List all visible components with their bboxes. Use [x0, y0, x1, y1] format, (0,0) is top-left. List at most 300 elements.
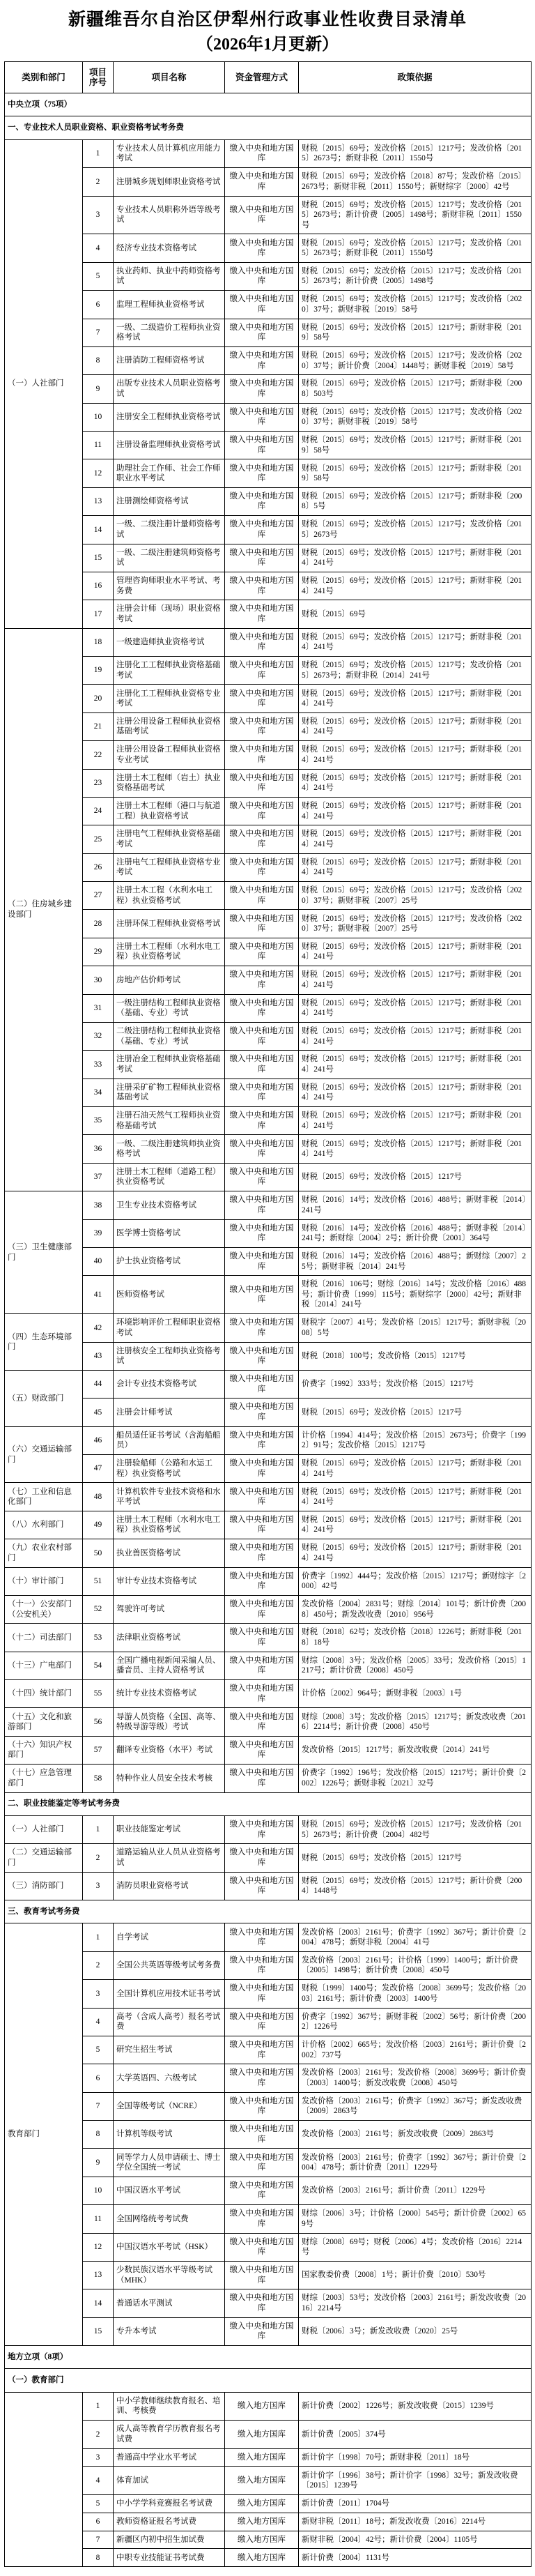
policy-basis: 财税〔2018〕62号；发改价格〔2018〕1226号；新财非税〔2018〕18号 [299, 1624, 532, 1652]
department-cell: （五）财政部门 [5, 1370, 83, 1426]
item-number: 26 [83, 853, 114, 881]
policy-basis: 财税〔2015〕69号；发改价格〔2015〕1217号；发改价格〔2015〕2673号；新财非税〔2011〕1550号 [299, 234, 532, 262]
fund-method: 缴入中央和地方国库 [225, 403, 299, 431]
policy-basis: 财税〔2015〕69号；发改价格〔2015〕1217号；新财非税〔2014〕241号 [299, 628, 532, 656]
policy-basis: 财税〔2015〕69号；发改价格〔2015〕1217号；新财非税〔2014〕241号 [299, 712, 532, 740]
policy-basis: 计价格〔2002〕964号；新财非税〔2003〕1号 [299, 1680, 532, 1708]
item-name: 全国等级考试（NCRE） [114, 2092, 225, 2120]
item-number: 53 [83, 1624, 114, 1652]
item-number: 49 [83, 1511, 114, 1539]
item-number: 2 [83, 1951, 114, 1979]
fund-method: 缴入中央和地方国库 [225, 1398, 299, 1426]
policy-basis: 发改价格〔2003〕2161号；发改价格〔2008〕3699号；新计价费〔2003〕1400号；新发改收费〔2008〕450号 [299, 2064, 532, 2092]
policy-basis: 财税〔2015〕69号；发改价格〔2015〕1217号；新财非税〔2014〕241号 [299, 1135, 532, 1163]
item-number: 22 [83, 741, 114, 769]
policy-basis: 发改价格〔2003〕2161号；价费字〔1992〕367号；新发改收费〔2009〕2863号 [299, 2092, 532, 2120]
table-row [5, 741, 532, 769]
item-name: 注册冶金工程师执业资格基础考试 [114, 1051, 225, 1079]
fund-method: 缴入地方国库 [225, 2513, 299, 2531]
item-number: 47 [83, 1455, 114, 1483]
department-cell: （二）交通运输部门 [5, 1844, 83, 1872]
fund-method: 缴入中央和地方国库 [225, 1483, 299, 1511]
item-number: 8 [83, 346, 114, 374]
item-name: 注册城乡规划师职业资格考试 [114, 168, 225, 196]
item-number: 13 [83, 487, 114, 515]
item-name: 注册土木工程师（道路工程）执业资格考试 [114, 1163, 225, 1191]
fund-method: 缴入中央和地方国库 [225, 1652, 299, 1679]
policy-basis: 计价格〔2002〕665号；发改价格〔2003〕2161号；新计价费〔2002〕737号 [299, 2036, 532, 2064]
item-number: 57 [83, 1736, 114, 1764]
policy-basis: 财税〔2015〕69号；发改价格〔2015〕1217号；新财非税〔2014〕241号 [299, 572, 532, 600]
policy-basis: 财综〔2008〕69号；财税〔2006〕4号；发改价格〔2016〕2214号 [299, 2233, 532, 2261]
policy-basis: 财税〔1999〕1400号；发改价格〔2008〕3699号；发改价格〔2003〕2161号；新计价费〔2003〕1400号 [299, 1980, 532, 2008]
policy-basis: 财税〔2016〕106号；财综〔2016〕14号；发改价格〔2016〕488号；新计价费〔1999〕115号；新财综字〔2000〕42号；新财非税〔2014〕241号 [299, 1276, 532, 1314]
item-name: 教师资格证报名考试费 [114, 2513, 225, 2531]
policy-basis: 财税〔2015〕69号；发改价格〔2015〕1217号；发改价格〔2015〕2673号；新计价费〔2005〕1498号 [299, 262, 532, 290]
item-name: 普通高中学业水平考试 [114, 2448, 225, 2467]
department-cell: （七）工业和信息化部门 [5, 1483, 83, 1511]
item-name: 全国网络统考考试费 [114, 2205, 225, 2233]
item-number: 7 [83, 2531, 114, 2549]
document-title: 新疆维吾尔自治区伊犁州行政事业性收费目录清单 [68, 10, 467, 29]
department-cell: （一）人社部门 [5, 1815, 83, 1843]
item-number: 9 [83, 2149, 114, 2177]
item-name: 护士执业资格考试 [114, 1247, 225, 1275]
department-cell: 教育部门 [5, 1923, 83, 2346]
item-number: 11 [83, 432, 114, 459]
table-row [5, 910, 532, 938]
header-policy-basis: 政策依据 [299, 62, 532, 93]
item-name: 中职专业技能证书考试费 [114, 2549, 225, 2567]
table-row [5, 1980, 532, 2008]
item-name: 新疆区内初中招生加试费 [114, 2531, 225, 2549]
fund-method: 缴入中央和地方国库 [225, 1135, 299, 1163]
item-name: 注册验船师（公路和水运工程）执业资格考试 [114, 1455, 225, 1483]
policy-basis: 财税〔2015〕69号；发改价格〔2015〕1217号；新财非税〔2014〕241号 [299, 741, 532, 769]
department-cell: （二）住房城乡建设部门 [5, 628, 83, 1191]
table-row [5, 769, 532, 797]
item-name: 注册土木工程师（港口与航道工程）执业资格考试 [114, 797, 225, 825]
fund-method: 缴入中央和地方国库 [225, 1624, 299, 1652]
table-row [5, 1314, 532, 1342]
policy-basis: 财税〔2015〕69号；发改价格〔2015〕1217号；新财非税〔2014〕241号 [299, 685, 532, 712]
fund-method: 缴入中央和地方国库 [225, 1595, 299, 1623]
department-cell [5, 2392, 83, 2567]
item-number: 37 [83, 1163, 114, 1191]
fund-method: 缴入中央和地方国库 [225, 1342, 299, 1370]
item-number: 50 [83, 1539, 114, 1567]
fund-method: 缴入中央和地方国库 [225, 1765, 299, 1792]
department-cell: （九）农业农村部门 [5, 1539, 83, 1567]
fund-method: 缴入中央和地方国库 [225, 2036, 299, 2064]
item-number: 56 [83, 1708, 114, 1736]
fund-method: 缴入中央和地方国库 [225, 432, 299, 459]
table-row [5, 1022, 532, 1050]
table-row [5, 1247, 532, 1275]
item-name: 道路运输从业人员从业资格考试 [114, 1844, 225, 1872]
fund-method: 缴入中央和地方国库 [225, 938, 299, 966]
item-name: 法律职业资格考试 [114, 1624, 225, 1652]
policy-basis: 财税〔2016〕14号；发改价格〔2016〕488号；新财非税〔2014〕241号；新财综〔2004〕2号；新计价费〔2001〕364号 [299, 1219, 532, 1247]
table-row [5, 1483, 532, 1511]
table-row [5, 1624, 532, 1652]
policy-basis: 发改价格〔2003〕2161号；计价格〔1999〕1400号；新计价费〔2005〕1498号；新计价费〔2008〕450号 [299, 1951, 532, 1979]
item-name: 出版专业技术人员职业资格考试 [114, 375, 225, 403]
fund-method: 缴入中央和地方国库 [225, 1314, 299, 1342]
policy-basis: 财税字〔2007〕41号；发改价格〔2015〕1217号；新财非税〔2008〕5号 [299, 1314, 532, 1342]
department-cell: （十）审计部门 [5, 1567, 83, 1595]
table-row [5, 1276, 532, 1314]
policy-basis: 财税〔2015〕69号；发改价格〔2015〕1217号；新财非税〔2014〕241号 [299, 1483, 532, 1511]
item-name: 医师资格考试 [114, 1276, 225, 1314]
item-number: 33 [83, 1051, 114, 1079]
fund-method: 缴入中央和地方国库 [225, 319, 299, 346]
fund-method: 缴入中央和地方国库 [225, 712, 299, 740]
table-row [5, 882, 532, 910]
item-number: 10 [83, 403, 114, 431]
item-name: 中小学学科竞赛报名考试费 [114, 2494, 225, 2513]
section-row [5, 93, 532, 116]
item-name: 中小学教师继续教育报名、培训、考核费 [114, 2392, 225, 2420]
item-number: 5 [83, 262, 114, 290]
item-number: 46 [83, 1426, 114, 1454]
table-row [5, 825, 532, 853]
item-number: 3 [83, 1980, 114, 2008]
item-number: 12 [83, 459, 114, 487]
section-row [5, 2346, 532, 2369]
item-number: 15 [83, 544, 114, 572]
policy-basis: 财税〔2015〕69号；发改价格〔2015〕1217号；新财非税〔2014〕241号 [299, 544, 532, 572]
department-cell: （三）消防部门 [5, 1872, 83, 1900]
item-number: 32 [83, 1022, 114, 1050]
policy-basis: 财综〔2003〕53号；发改价格〔2003〕2161号；新发改收费〔2016〕2214号 [299, 2289, 532, 2317]
fund-method: 缴入中央和地方国库 [225, 1079, 299, 1106]
policy-basis: 财税〔2015〕69号；发改价格〔2015〕1217号 [299, 1844, 532, 1872]
table-row [5, 544, 532, 572]
fund-method: 缴入地方国库 [225, 2531, 299, 2549]
item-name: 全国计算机应用技术证书考试 [114, 1980, 225, 2008]
policy-basis: 发改价格〔2003〕2161号；价费字〔1992〕367号；新计价费〔2004〕478号；新计价费〔2011〕1229号 [299, 2149, 532, 2177]
item-name: 助理社会工作师、社会工作师职业水平考试 [114, 459, 225, 487]
fund-method: 缴入中央和地方国库 [225, 1276, 299, 1314]
item-number: 1 [83, 2392, 114, 2420]
table-row [5, 234, 532, 262]
fund-method: 缴入中央和地方国库 [225, 657, 299, 685]
item-number: 4 [83, 2008, 114, 2036]
table-row [5, 797, 532, 825]
table-row [5, 2421, 532, 2448]
item-number: 52 [83, 1595, 114, 1623]
item-name: 注册土木工程师（水利水电工程）执业资格考试 [114, 1511, 225, 1539]
item-number: 44 [83, 1370, 114, 1398]
item-name: 统计专业技术资格考试 [114, 1680, 225, 1708]
table-row [5, 2233, 532, 2261]
table-row [5, 1511, 532, 1539]
policy-basis: 财税〔2015〕69号；发改价格〔2018〕87号；发改价格〔2015〕2673号；新财非税〔2011〕1550号；新财综字〔2000〕42号 [299, 168, 532, 196]
table-row [5, 459, 532, 487]
table-row [5, 432, 532, 459]
table-row [5, 2494, 532, 2513]
table-row [5, 516, 532, 544]
fund-method: 缴入地方国库 [225, 2392, 299, 2420]
policy-basis: 财税〔2015〕69号；发改价格〔2015〕1217号；新财非税〔2008〕503号 [299, 375, 532, 403]
item-name: 船员适任证书考试（含海船船员） [114, 1426, 225, 1454]
table-row [5, 938, 532, 966]
item-number: 3 [83, 196, 114, 234]
header-fund-method: 资金管理方式 [225, 62, 299, 93]
item-name: 成人高等教育学历教育报名考试费 [114, 2421, 225, 2448]
fund-method: 缴入中央和地方国库 [225, 1247, 299, 1275]
policy-basis: 新计价费〔2002〕1226号；新发改收费〔2015〕1239号 [299, 2392, 532, 2420]
item-name: 注册设备监理师执业资格考试 [114, 432, 225, 459]
fund-method: 缴入中央和地方国库 [225, 572, 299, 600]
item-number: 42 [83, 1314, 114, 1342]
policy-basis: 国家教委价费〔2008〕1号；新计价费〔2010〕530号 [299, 2261, 532, 2289]
item-name: 一级注册结构工程师执业资格（基础、专业）考试 [114, 994, 225, 1022]
item-number: 25 [83, 825, 114, 853]
table-row [5, 2036, 532, 2064]
section-title: 地方立项（8项） [5, 2346, 532, 2369]
policy-basis: 财税〔2015〕69号；发改价格〔2015〕1217号；发改价格〔2015〕2673号 [299, 516, 532, 544]
fund-method: 缴入中央和地方国库 [225, 487, 299, 515]
item-name: 注册采矿矿物工程师执业资格基础考试 [114, 1079, 225, 1106]
item-number: 40 [83, 1247, 114, 1275]
fund-method: 缴入地方国库 [225, 2549, 299, 2567]
policy-basis: 财税〔2015〕69号；发改价格〔2015〕1217号 [299, 1398, 532, 1426]
fund-method: 缴入地方国库 [225, 2421, 299, 2448]
policy-basis: 财税〔2015〕69号；发改价格〔2015〕1217号；发改价格〔2015〕2673号；新计价费〔2005〕1498号；新财非税〔2011〕1550号 [299, 196, 532, 234]
item-number: 3 [83, 1872, 114, 1900]
item-number: 1 [83, 1815, 114, 1843]
table-row [5, 1708, 532, 1736]
policy-basis: 财税〔2015〕69号；发改价格〔2015〕1217号；新财非税〔2019〕58号 [299, 432, 532, 459]
item-number: 7 [83, 319, 114, 346]
table-row [5, 2467, 532, 2494]
table-row [5, 375, 532, 403]
table-row [5, 168, 532, 196]
fund-method: 缴入中央和地方国库 [225, 1370, 299, 1398]
item-name: 自学考试 [114, 1923, 225, 1951]
policy-basis: 财税〔2018〕100号；发改价格〔2015〕1217号 [299, 1342, 532, 1370]
item-number: 58 [83, 1765, 114, 1792]
fund-method: 缴入中央和地方国库 [225, 1567, 299, 1595]
policy-basis: 新财非税〔2004〕42号；新计价费〔2004〕1105号 [299, 2531, 532, 2549]
fund-method: 缴入中央和地方国库 [225, 1539, 299, 1567]
table-row [5, 1051, 532, 1079]
item-name: 注册核安全工程师执业资格考试 [114, 1342, 225, 1370]
fund-method: 缴入地方国库 [225, 2448, 299, 2467]
item-number: 18 [83, 628, 114, 656]
policy-basis: 发改价格〔2004〕2831号；财综〔2014〕101号；新计价费〔2008〕450号；新发改收费〔2010〕956号 [299, 1595, 532, 1623]
department-cell: （十一）公安部门（公安机关） [5, 1595, 83, 1623]
table-row [5, 2289, 532, 2317]
fund-method: 缴入地方国库 [225, 2467, 299, 2494]
group-row [5, 1792, 532, 1815]
item-number: 8 [83, 2549, 114, 2567]
table-row [5, 966, 532, 994]
policy-basis: 财税〔2015〕69号；发改价格〔2015〕1217号；发改价格〔2015〕2673号；新计价费〔2004〕482号 [299, 1815, 532, 1843]
table-row [5, 1765, 532, 1792]
item-name: 注册电气工程师执业资格基础考试 [114, 825, 225, 853]
policy-basis: 财税〔2015〕69号；发改价格〔2015〕1217号；发改价格〔2020〕37号；新财非税〔2019〕58号 [299, 291, 532, 319]
item-number: 10 [83, 2177, 114, 2204]
department-cell: （六）交通运输部门 [5, 1426, 83, 1483]
item-number: 27 [83, 882, 114, 910]
item-number: 8 [83, 2121, 114, 2149]
policy-basis: 发改价格〔2003〕2161号；新计价费〔2011〕1229号 [299, 2177, 532, 2204]
policy-basis: 财税〔2015〕69号；发改价格〔2015〕1217号；发改价格〔2020〕37号；新财非税〔2007〕25号 [299, 910, 532, 938]
table-row [5, 403, 532, 431]
policy-basis: 财税〔2015〕69号；发改价格〔2015〕1217号；发改价格〔2020〕37号；新财非税〔2019〕58号 [299, 403, 532, 431]
item-number: 30 [83, 966, 114, 994]
table-row [5, 2392, 532, 2420]
fund-method: 缴入中央和地方国库 [225, 2289, 299, 2317]
table-row [5, 2448, 532, 2467]
fund-method: 缴入中央和地方国库 [225, 741, 299, 769]
item-name: 注册消防工程师资格考试 [114, 346, 225, 374]
fund-method: 缴入中央和地方国库 [225, 2177, 299, 2204]
policy-basis: 价费字〔1992〕333号；发改价格〔2015〕1217号 [299, 1370, 532, 1398]
fund-method: 缴入中央和地方国库 [225, 1511, 299, 1539]
item-number: 54 [83, 1652, 114, 1679]
table-row [5, 572, 532, 600]
item-name: 医学博士资格考试 [114, 1219, 225, 1247]
fund-method: 缴入中央和地方国库 [225, 1163, 299, 1191]
item-name: 体育加试 [114, 2467, 225, 2494]
item-name: 注册电气工程师执业资格专业考试 [114, 853, 225, 881]
item-number: 45 [83, 1398, 114, 1426]
item-name: 少数民族汉语水平等级考试（MHK） [114, 2261, 225, 2289]
item-name: 中国汉语水平考试（HSK） [114, 2233, 225, 2261]
item-number: 24 [83, 797, 114, 825]
item-name: 专业技术人员计算机应用能力考试 [114, 139, 225, 167]
fund-method: 缴入中央和地方国库 [225, 1708, 299, 1736]
fund-method: 缴入中央和地方国库 [225, 685, 299, 712]
policy-basis: 价费字〔1992〕444号；发改价格〔2015〕1217号；新财综字〔2000〕42号 [299, 1567, 532, 1595]
group-title: （一）教育部门 [5, 2369, 532, 2392]
policy-basis: 财税〔2015〕69号；发改价格〔2015〕1217号；发改价格〔2020〕37号；新计价费〔2004〕1448号；新财非税〔2019〕58号 [299, 346, 532, 374]
item-number: 1 [83, 1923, 114, 1951]
policy-basis: 财税〔2015〕69号；发改价格〔2015〕1217号；新财非税〔2014〕241号 [299, 1107, 532, 1135]
item-name: 注册安全工程师执业资格考试 [114, 403, 225, 431]
fund-method: 缴入中央和地方国库 [225, 797, 299, 825]
item-name: 专升本考试 [114, 2317, 225, 2345]
item-number: 6 [83, 2513, 114, 2531]
table-row [5, 1680, 532, 1708]
item-name: 经济专业技术资格考试 [114, 234, 225, 262]
fund-method: 缴入中央和地方国库 [225, 1426, 299, 1454]
fund-method: 缴入中央和地方国库 [225, 2092, 299, 2120]
item-name: 注册土木工程师（水利水电工程）执业资格考试 [114, 938, 225, 966]
policy-basis: 新计价字〔1996〕38号；新计价字〔1998〕32号；新发改收费〔2015〕1239号 [299, 2467, 532, 2494]
table-row [5, 319, 532, 346]
table-row [5, 2092, 532, 2120]
table-row [5, 1595, 532, 1623]
item-name: 房地产估价师考试 [114, 966, 225, 994]
item-name: 执业药师、执业中药师资格考试 [114, 262, 225, 290]
policy-basis: 新计价字〔1998〕70号；新财非税〔2011〕18号 [299, 2448, 532, 2467]
item-name: 二级注册结构工程师执业资格（基础、专业）考试 [114, 1022, 225, 1050]
item-number: 36 [83, 1135, 114, 1163]
fund-method: 缴入中央和地方国库 [225, 2149, 299, 2177]
fund-method: 缴入中央和地方国库 [225, 1872, 299, 1900]
department-cell: （十七）应急管理部门 [5, 1765, 83, 1792]
item-name: 注册会计师考试 [114, 1398, 225, 1426]
fund-method: 缴入中央和地方国库 [225, 234, 299, 262]
table-row [5, 1844, 532, 1872]
table-row [5, 196, 532, 234]
fund-method: 缴入中央和地方国库 [225, 544, 299, 572]
item-number: 14 [83, 516, 114, 544]
fund-method: 缴入中央和地方国库 [225, 2064, 299, 2092]
policy-basis: 财税〔2015〕69号；发改价格〔2015〕1217号；新财非税〔2014〕241号 [299, 1455, 532, 1483]
fund-method: 缴入中央和地方国库 [225, 1815, 299, 1843]
policy-basis: 财税〔2015〕69号；发改价格〔2015〕1217号；新财非税〔2019〕58号 [299, 459, 532, 487]
item-name: 大学英语四、六级考试 [114, 2064, 225, 2092]
policy-basis: 发改价格〔2015〕1217号；新发改收费〔2014〕241号 [299, 1736, 532, 1764]
table-row [5, 2121, 532, 2149]
item-name: 一级、二级注册计量师资格考试 [114, 516, 225, 544]
table-header-row [5, 62, 532, 93]
fund-method: 缴入中央和地方国库 [225, 1980, 299, 2008]
item-name: 全国公共英语等级考试考务费 [114, 1951, 225, 1979]
department-cell: （十三）广电部门 [5, 1652, 83, 1679]
table-row [5, 346, 532, 374]
table-row [5, 139, 532, 167]
fund-method: 缴入中央和地方国库 [225, 2233, 299, 2261]
fund-method: 缴入中央和地方国库 [225, 2205, 299, 2233]
fund-method: 缴入中央和地方国库 [225, 1191, 299, 1219]
table-row [5, 2513, 532, 2531]
policy-basis: 财税〔2016〕14号；发改价格〔2016〕488号；新财综〔2007〕25号；新财非税〔2014〕241号 [299, 1247, 532, 1275]
policy-basis: 财税〔2015〕69号；发改价格〔2015〕1217号；新财非税〔2008〕5号 [299, 487, 532, 515]
table-row [5, 1426, 532, 1454]
group-row [5, 2369, 532, 2392]
item-number: 16 [83, 572, 114, 600]
fund-method: 缴入中央和地方国库 [225, 882, 299, 910]
fund-method: 缴入中央和地方国库 [225, 2008, 299, 2036]
policy-basis: 财税〔2015〕69号；发改价格〔2015〕1217号；新财非税〔2014〕241号 [299, 1079, 532, 1106]
table-row [5, 2177, 532, 2204]
policy-basis: 财综〔2008〕3号；发改价格〔2015〕1217号；新发改收费〔2016〕2214号；新计价费〔2008〕450号 [299, 1708, 532, 1736]
item-name: 注册测绘师资格考试 [114, 487, 225, 515]
item-number: 12 [83, 2233, 114, 2261]
item-name: 专业技术人员职称外语等级考试 [114, 196, 225, 234]
item-number: 23 [83, 769, 114, 797]
item-name: 一级、二级造价工程师执业资格考试 [114, 319, 225, 346]
item-number: 9 [83, 375, 114, 403]
item-number: 28 [83, 910, 114, 938]
item-name: 会计专业技术资格考试 [114, 1370, 225, 1398]
fund-method: 缴入中央和地方国库 [225, 196, 299, 234]
department-cell: （十四）统计部门 [5, 1680, 83, 1708]
table-row [5, 1923, 532, 1951]
group-row [5, 1900, 532, 1923]
item-name: 计算机软件专业技术资格和水平考试 [114, 1483, 225, 1511]
group-title: 一、专业技术人员职业资格、职业资格考试考务费 [5, 116, 532, 139]
policy-basis: 财税〔2015〕69号；发改价格〔2015〕1217号；新财非税〔2014〕241号 [299, 853, 532, 881]
fund-method: 缴入中央和地方国库 [225, 1951, 299, 1979]
item-number: 2 [83, 168, 114, 196]
header-item-name: 项目名称 [114, 62, 225, 93]
policy-basis: 财税〔2015〕69号 [299, 600, 532, 628]
item-name: 高考（含成人高考）报名考试费 [114, 2008, 225, 2036]
item-number: 35 [83, 1107, 114, 1135]
fund-method: 缴入中央和地方国库 [225, 910, 299, 938]
policy-basis: 财税〔2015〕69号；发改价格〔2015〕1217号；新财非税〔2014〕241号 [299, 966, 532, 994]
policy-basis: 价费字〔1992〕196号；发改价格〔2015〕1217号；新计价费〔2002〕1226号；新财非税〔2021〕32号 [299, 1765, 532, 1792]
item-number: 3 [83, 2448, 114, 2467]
